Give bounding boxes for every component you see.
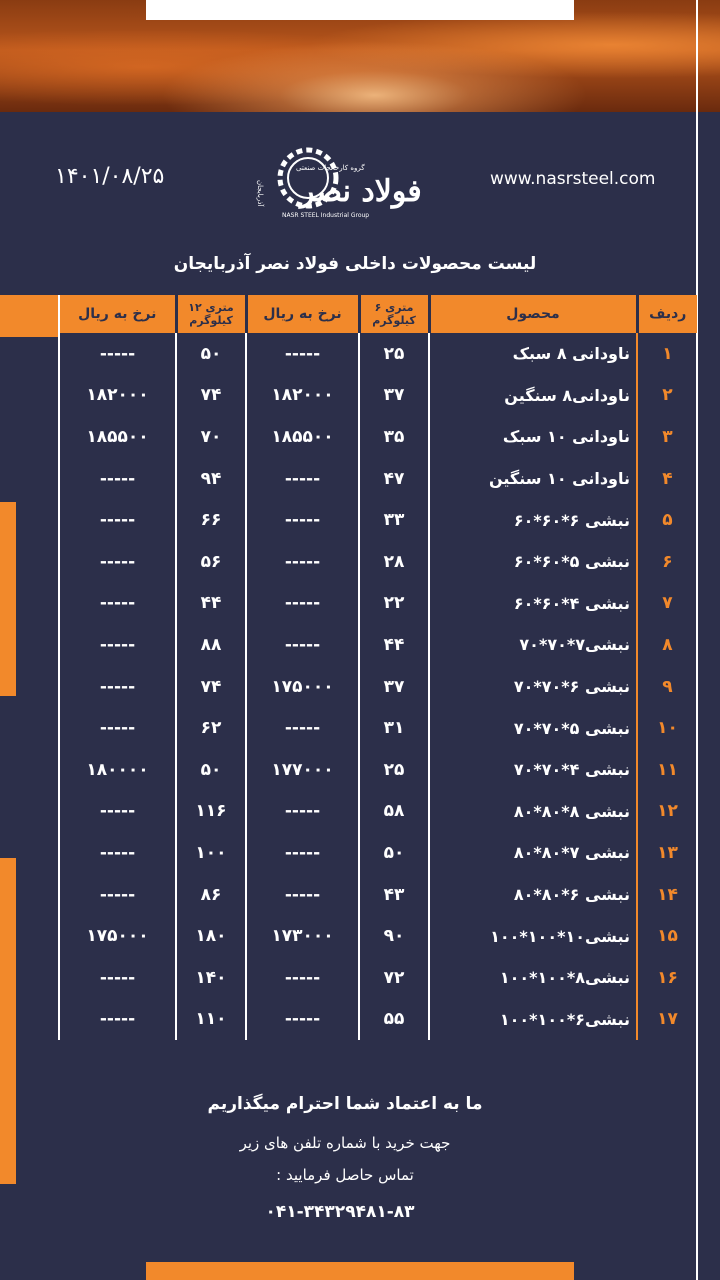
cell-weight12: ۸۸ [176, 624, 246, 666]
cell-price6: ۱۷۳۰۰۰ [246, 915, 359, 957]
cell-weight6: ۹۰ [359, 915, 429, 957]
cell-rownum: ۱۷ [637, 999, 697, 1041]
cell-price12: ----- [59, 624, 176, 666]
cell-product: ناودانی ۱۰ سبک [429, 416, 637, 458]
cell-price6: ----- [246, 499, 359, 541]
cell-product: ناودانی ۸ سبک [429, 333, 637, 375]
cell-rownum: ۱۶ [637, 957, 697, 999]
table-row [59, 458, 697, 500]
cell-price6: ----- [246, 999, 359, 1041]
logo-region: آذربایجان [256, 180, 264, 207]
cell-weight12: ۷۴ [176, 375, 246, 417]
cell-price12: ----- [59, 333, 176, 375]
header-rownum: ردیف [637, 295, 697, 333]
cell-weight12: ۱۰۰ [176, 832, 246, 874]
table-row [59, 915, 697, 957]
date: ۱۴۰۱/۰۸/۲۵ [55, 164, 165, 189]
cell-price12: ۱۸۰۰۰۰ [59, 749, 176, 791]
cell-weight6: ۲۵ [359, 749, 429, 791]
cell-weight12: ۹۴ [176, 458, 246, 500]
cell-weight12: ۷۰ [176, 416, 246, 458]
website-link[interactable]: www.nasrsteel.com [490, 169, 656, 189]
cell-price12: ----- [59, 541, 176, 583]
cell-weight6: ۵۵ [359, 999, 429, 1041]
footer-line1: جهت خرید با شماره تلفن های زیر [239, 1134, 451, 1152]
cell-product: نبشی۸*۱۰۰*۱۰۰ [429, 957, 637, 999]
cell-price12: ----- [59, 499, 176, 541]
cell-weight12: ۸۶ [176, 874, 246, 916]
table-row [59, 707, 697, 749]
cell-price6: ----- [246, 583, 359, 625]
cell-price6: ----- [246, 458, 359, 500]
price-table [58, 295, 697, 1040]
table-header-row [59, 295, 697, 333]
cell-price12: ----- [59, 874, 176, 916]
cell-weight6: ۲۲ [359, 583, 429, 625]
logo-text: فولاد نصر [300, 174, 422, 209]
footer-line2: تماس حاصل فرمایید : [276, 1166, 414, 1184]
header-weight6-line2: کیلوگرم [372, 314, 416, 327]
cell-weight6: ۷۲ [359, 957, 429, 999]
table-row [59, 624, 697, 666]
cell-price12: ----- [59, 832, 176, 874]
header-weight12 [176, 295, 246, 333]
phone-number[interactable]: ۰۴۱-۳۴۳۲۹۴۸۱-۸۳ [265, 1202, 415, 1222]
cell-rownum: ۱۵ [637, 915, 697, 957]
logo-subtitle: گروه کارخانجات صنعتی [296, 164, 365, 172]
cell-product: نبشی ۶*۷۰*۷۰ [429, 666, 637, 708]
cell-price6: ----- [246, 874, 359, 916]
cell-weight6: ۵۸ [359, 791, 429, 833]
table-row [59, 541, 697, 583]
cell-weight12: ۵۰ [176, 749, 246, 791]
cell-price12: ۱۷۵۰۰۰ [59, 915, 176, 957]
cell-rownum: ۱۲ [637, 791, 697, 833]
header-left-cap [0, 295, 58, 337]
cell-weight6: ۵۰ [359, 832, 429, 874]
cell-weight12: ۶۲ [176, 707, 246, 749]
cell-weight6: ۳۷ [359, 666, 429, 708]
table-row [59, 416, 697, 458]
header-weight6-line1: ۶ متری [374, 301, 414, 314]
cell-product: ناودانی۸ سنگین [429, 375, 637, 417]
cell-product: نبشی۷*۷۰*۷۰ [429, 624, 637, 666]
cell-weight12: ۵۶ [176, 541, 246, 583]
cell-price12: ----- [59, 583, 176, 625]
cell-rownum: ۷ [637, 583, 697, 625]
cell-rownum: ۵ [637, 499, 697, 541]
cell-weight6: ۴۷ [359, 458, 429, 500]
cell-rownum: ۱۱ [637, 749, 697, 791]
cell-weight6: ۲۵ [359, 333, 429, 375]
cell-weight12: ۱۸۰ [176, 915, 246, 957]
header-price12: نرخ به ریال [59, 295, 176, 333]
cell-rownum: ۴ [637, 458, 697, 500]
cell-price12: ----- [59, 957, 176, 999]
cell-price12: ----- [59, 791, 176, 833]
cell-price6: ----- [246, 957, 359, 999]
cell-rownum: ۱۴ [637, 874, 697, 916]
cell-weight12: ۴۴ [176, 583, 246, 625]
cell-rownum: ۸ [637, 624, 697, 666]
cell-weight6: ۴۳ [359, 874, 429, 916]
cell-price6: ۱۷۵۰۰۰ [246, 666, 359, 708]
cell-weight12: ۱۱۶ [176, 791, 246, 833]
footer-slogan: ما به اعتماد شما احترام میگذاریم [207, 1094, 483, 1114]
cell-rownum: ۳ [637, 416, 697, 458]
cell-weight6: ۴۴ [359, 624, 429, 666]
cell-price6: ----- [246, 624, 359, 666]
cell-price6: ۱۸۲۰۰۰ [246, 375, 359, 417]
table-row [59, 499, 697, 541]
cell-product: نبشی ۵*۶۰*۶۰ [429, 541, 637, 583]
table-row [59, 749, 697, 791]
cell-weight6: ۲۸ [359, 541, 429, 583]
cell-weight12: ۵۰ [176, 333, 246, 375]
cell-rownum: ۲ [637, 375, 697, 417]
cell-rownum: ۱ [637, 333, 697, 375]
header-weight6 [359, 295, 429, 333]
table-row [59, 333, 697, 375]
table-row [59, 583, 697, 625]
header-weight12-line1: ۱۲ متری [188, 301, 234, 314]
cell-product: نبشی ۷*۸۰*۸۰ [429, 832, 637, 874]
bottom-accent-bar [146, 1262, 574, 1280]
header-price6: نرخ به ریال [246, 295, 359, 333]
table-row [59, 999, 697, 1041]
cell-price12: ۱۸۵۵۰۰ [59, 416, 176, 458]
cell-product: نبشی ۶*۶۰*۶۰ [429, 499, 637, 541]
cell-product: نبشی ۴*۶۰*۶۰ [429, 583, 637, 625]
cell-weight6: ۳۳ [359, 499, 429, 541]
table-row [59, 957, 697, 999]
table-row [59, 666, 697, 708]
cell-weight12: ۱۴۰ [176, 957, 246, 999]
cell-weight12: ۶۶ [176, 499, 246, 541]
cell-product: نبشی ۸*۸۰*۸۰ [429, 791, 637, 833]
cell-price6: ----- [246, 707, 359, 749]
cell-weight6: ۳۱ [359, 707, 429, 749]
cell-product: نبشی ۵*۷۰*۷۰ [429, 707, 637, 749]
cell-price6: ----- [246, 541, 359, 583]
cell-rownum: ۶ [637, 541, 697, 583]
cell-weight6: ۳۵ [359, 416, 429, 458]
logo-english: NASR STEEL Industrial Group [282, 212, 370, 219]
cell-price12: ----- [59, 999, 176, 1041]
cell-price12: ----- [59, 707, 176, 749]
header-white-panel [146, 0, 574, 20]
cell-rownum: ۱۰ [637, 707, 697, 749]
cell-product: نبشی ۴*۷۰*۷۰ [429, 749, 637, 791]
cell-price12: ----- [59, 458, 176, 500]
cell-price6: ----- [246, 832, 359, 874]
cell-product: نبشی ۶*۸۰*۸۰ [429, 874, 637, 916]
cell-weight12: ۱۱۰ [176, 999, 246, 1041]
cell-price6: ----- [246, 333, 359, 375]
cell-weight12: ۷۴ [176, 666, 246, 708]
cell-weight6: ۳۷ [359, 375, 429, 417]
table-row [59, 832, 697, 874]
page-title: لیست محصولات داخلی فولاد نصر آذربایجان [173, 254, 537, 274]
cell-rownum: ۹ [637, 666, 697, 708]
cell-price12: ----- [59, 666, 176, 708]
table-row [59, 874, 697, 916]
cell-price12: ۱۸۲۰۰۰ [59, 375, 176, 417]
cell-product: نبشی۱۰*۱۰۰*۱۰۰ [429, 915, 637, 957]
cell-price6: ۱۸۵۵۰۰ [246, 416, 359, 458]
side-accent-bar [0, 502, 16, 696]
cell-rownum: ۱۳ [637, 832, 697, 874]
header-product: محصول [429, 295, 637, 333]
table-row [59, 791, 697, 833]
header-weight12-line2: کیلوگرم [189, 314, 233, 327]
cell-product: نبشی۶*۱۰۰*۱۰۰ [429, 999, 637, 1041]
cell-price6: ----- [246, 791, 359, 833]
table-row [59, 375, 697, 417]
cell-price6: ۱۷۷۰۰۰ [246, 749, 359, 791]
cell-product: ناودانی ۱۰ سنگین [429, 458, 637, 500]
